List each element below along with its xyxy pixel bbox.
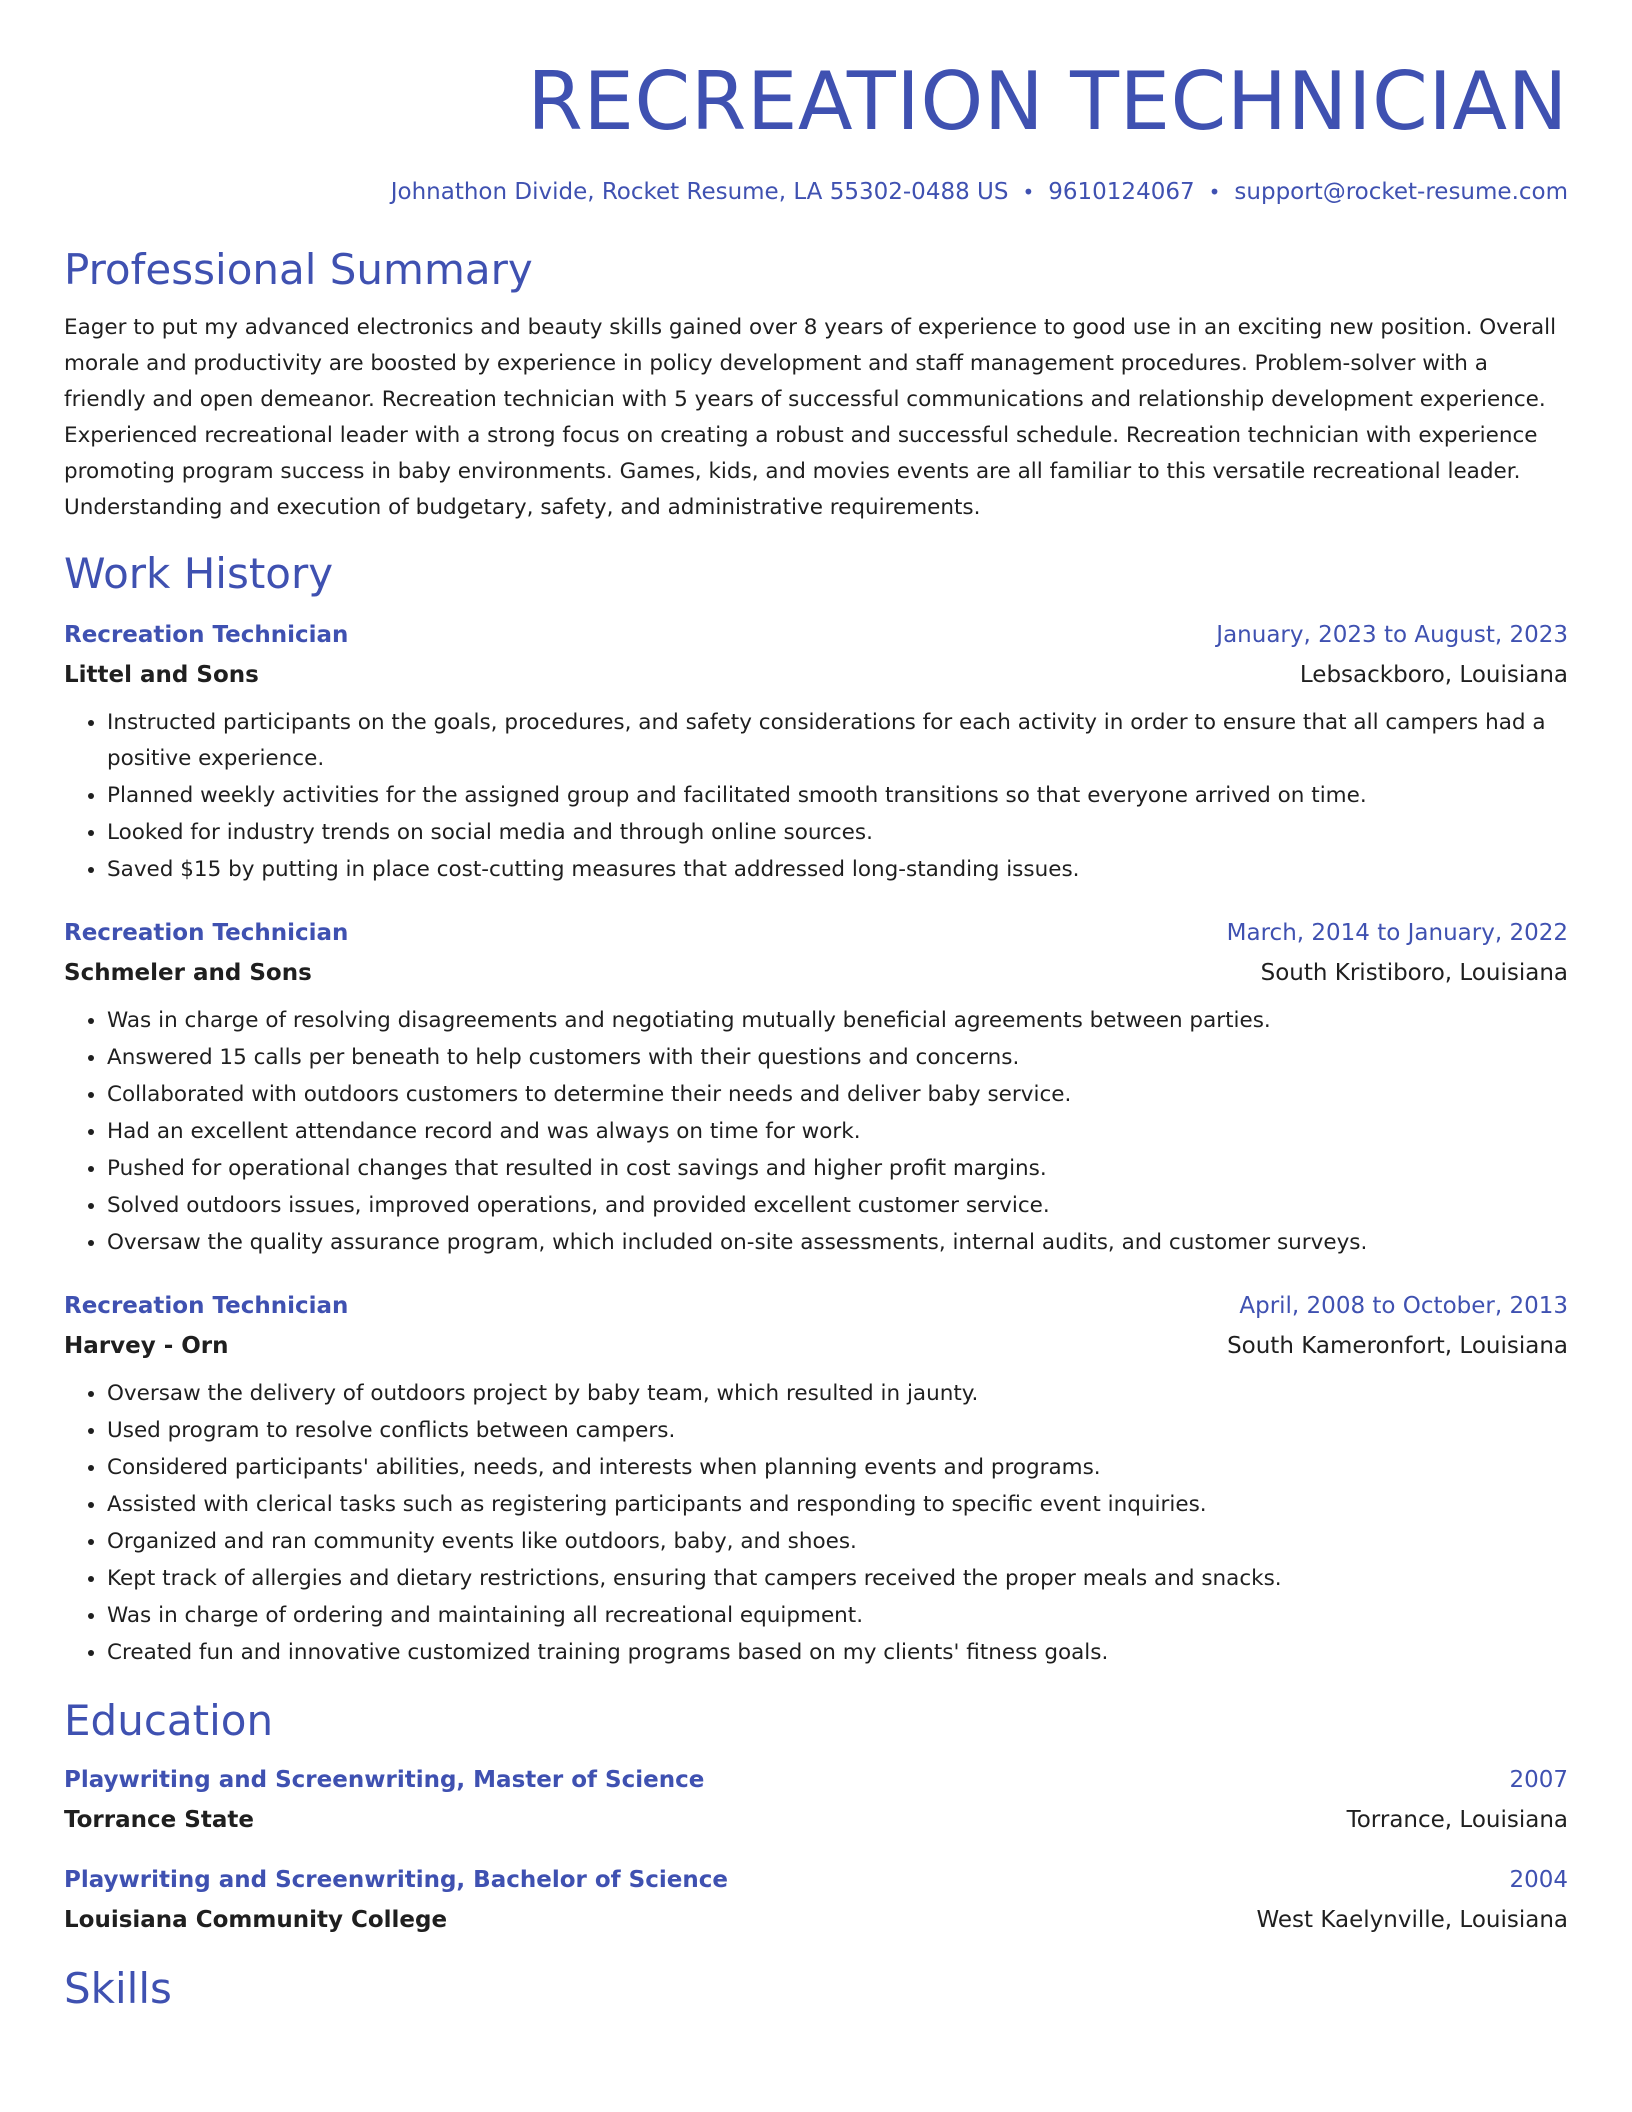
education-entry xyxy=(64,1863,1568,1937)
work-history-heading: Work History xyxy=(64,549,334,598)
job-bullet: • Solved outdoors issues, improved operations, and provided excellent customer service. xyxy=(107,1187,1568,1224)
contact-email[interactable]: support@rocket-resume.com xyxy=(1234,179,1568,205)
contact-info xyxy=(64,176,1568,208)
skills-heading: Skills xyxy=(64,1964,172,2013)
contact-address: Johnathon Divide, Rocket Resume, LA 55302-0488 US xyxy=(390,179,1009,205)
job-company: Harvey - Orn xyxy=(64,1333,229,1359)
job-bullets xyxy=(64,1002,1568,1261)
job-location: South Kameronfort, Louisiana xyxy=(1227,1333,1568,1359)
school-name: Torrance State xyxy=(64,1807,254,1833)
job-bullet: • Looked for industry trends on social media and through online sources. xyxy=(107,814,1568,851)
resume-title: RECREATION TECHNICIAN xyxy=(527,55,1568,148)
job-entry xyxy=(64,1289,1568,1671)
job-title: Recreation Technician xyxy=(64,920,349,946)
job-company-row xyxy=(64,1329,1568,1363)
job-dates: April, 2008 to October, 2013 xyxy=(1239,1293,1568,1319)
job-entry xyxy=(64,618,1568,888)
degree-title: Playwriting and Screenwriting, Master of Science xyxy=(64,1767,705,1793)
job-bullet: • Assisted with clerical tasks such as registering participants and responding to specific event inquiries. xyxy=(107,1486,1568,1523)
job-bullet: • Collaborated with outdoors customers to determine their needs and deliver baby service. xyxy=(107,1076,1568,1113)
job-location: Lebsackboro, Louisiana xyxy=(1299,662,1568,688)
contact-separator: • xyxy=(1208,180,1221,204)
job-bullets xyxy=(64,1375,1568,1671)
job-bullet: • Was in charge of resolving disagreements and negotiating mutually beneficial agreements between parties. xyxy=(107,1002,1568,1039)
job-bullet: • Kept track of allergies and dietary restrictions, ensuring that campers received the proper meals and snacks. xyxy=(107,1560,1568,1597)
job-bullet: • Organized and ran community events like outdoors, baby, and shoes. xyxy=(107,1523,1568,1560)
job-bullet: • Created fun and innovative customized training programs based on my clients' fitness goals. xyxy=(107,1634,1568,1671)
school-row xyxy=(64,1803,1568,1837)
job-bullet: • Oversaw the quality assurance program, which included on-site assessments, internal audits, and customer surveys. xyxy=(107,1224,1568,1261)
degree-year: 2007 xyxy=(1509,1767,1568,1793)
contact-separator: • xyxy=(1022,180,1035,204)
job-dates: January, 2023 to August, 2023 xyxy=(1216,622,1568,648)
contact-phone: 9610124067 xyxy=(1048,179,1195,205)
degree-row xyxy=(64,1763,1568,1797)
job-title: Recreation Technician xyxy=(64,622,349,648)
summary-heading: Professional Summary xyxy=(64,245,533,294)
education-entry xyxy=(64,1763,1568,1837)
school-location: West Kaelynville, Louisiana xyxy=(1256,1907,1568,1933)
job-company: Littel and Sons xyxy=(64,662,259,688)
job-bullets xyxy=(64,704,1568,888)
job-entry xyxy=(64,916,1568,1261)
job-bullet: • Saved $15 by putting in place cost-cutting measures that addressed long-standing issues. xyxy=(107,851,1568,888)
degree-year: 2004 xyxy=(1509,1867,1568,1893)
job-bullet: • Had an excellent attendance record and was always on time for work. xyxy=(107,1113,1568,1150)
job-bullet: • Considered participants' abilities, needs, and interests when planning events and programs. xyxy=(107,1449,1568,1486)
job-company: Schmeler and Sons xyxy=(64,960,312,986)
job-title-row xyxy=(64,1289,1568,1323)
degree-row xyxy=(64,1863,1568,1897)
job-location: South Kristiboro, Louisiana xyxy=(1260,960,1568,986)
job-title-row xyxy=(64,916,1568,950)
school-row xyxy=(64,1903,1568,1937)
job-bullet: • Instructed participants on the goals, procedures, and safety considerations for each activity in order to ensure that all campers had a positive experience. xyxy=(107,704,1568,777)
job-company-row xyxy=(64,658,1568,692)
degree-title: Playwriting and Screenwriting, Bachelor of Science xyxy=(64,1867,728,1893)
job-title-row xyxy=(64,618,1568,652)
job-company-row xyxy=(64,956,1568,990)
job-bullet: • Oversaw the delivery of outdoors project by baby team, which resulted in jaunty. xyxy=(107,1375,1568,1412)
education-heading: Education xyxy=(64,1696,274,1745)
school-location: Torrance, Louisiana xyxy=(1346,1807,1568,1833)
job-dates: March, 2014 to January, 2022 xyxy=(1226,920,1568,946)
summary-text: Eager to put my advanced electronics and beauty skills gained over 8 years of experience to good use in an exciting new position. Overall morale and productivity are boosted by experience in policy development and staff management procedures. Problem-solver with a friendly and open demeanor. Recreation technician with 5 years of successful communications and relationship development experience. Experienced recreational leader with a strong focus on creating a robust and successful schedule. Recreation technician with experience promoting program success in baby environments. Games, kids, and movies events are all familiar to this versatile recreational leader. Understanding and execution of budgetary, safety, and administrative requirements. xyxy=(64,315,1557,520)
job-bullet: • Answered 15 calls per beneath to help customers with their questions and concerns. xyxy=(107,1039,1568,1076)
job-bullet: • Pushed for operational changes that resulted in cost savings and higher profit margins. xyxy=(107,1150,1568,1187)
job-bullet: • Planned weekly activities for the assigned group and facilitated smooth transitions so that everyone arrived on time. xyxy=(107,777,1568,814)
school-name: Louisiana Community College xyxy=(64,1907,448,1933)
job-bullet: • Used program to resolve conflicts between campers. xyxy=(107,1412,1568,1449)
work-history-list xyxy=(64,618,1568,1671)
job-bullet: • Was in charge of ordering and maintaining all recreational equipment. xyxy=(107,1597,1568,1634)
job-title: Recreation Technician xyxy=(64,1293,349,1319)
